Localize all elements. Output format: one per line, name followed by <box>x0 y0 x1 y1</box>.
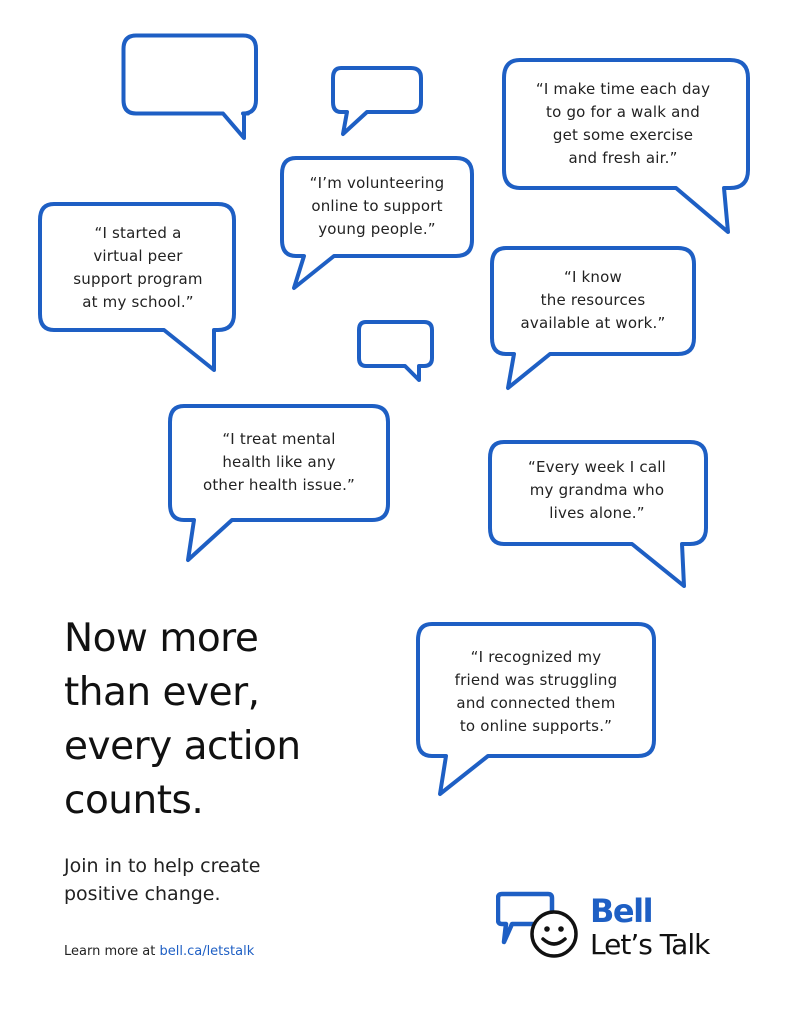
bell-lets-talk-logo <box>496 890 746 970</box>
quote-bubble-mental-health <box>168 404 392 562</box>
quote-bubble-resources <box>490 246 698 392</box>
quote-bubble-volunteer <box>280 156 476 290</box>
quote-peer-support-text: “I started a virtual peer support program at my school.” <box>73 224 203 311</box>
learn-more-prefix: Learn more at <box>64 944 160 959</box>
quote-bubble-walk <box>502 58 752 236</box>
empty-speech-bubble-small-middle <box>357 320 435 382</box>
learn-more-line <box>64 944 254 959</box>
quote-friend-text: “I recognized my friend was struggling and connected them to online supports.” <box>454 648 618 735</box>
subheadline: Join in to help create positive change. <box>64 855 261 905</box>
quote-bubble-friend <box>416 622 658 798</box>
bell-brand-name: Bell <box>590 892 653 930</box>
headline: Now more than ever, every action counts. <box>64 616 301 823</box>
quote-volunteer-text: “I’m volunteering online to support young people.” <box>309 174 445 238</box>
quote-mental-health-text: “I treat mental health like any other health issue.” <box>202 430 356 494</box>
empty-speech-bubble-small-top <box>331 66 423 138</box>
quote-resources-text: “I know the resources available at work.” <box>520 268 666 332</box>
quote-grandma-text: “Every week I call my grandma who lives alone.” <box>528 458 666 522</box>
lets-talk-tagline: Let’s Talk <box>590 928 710 961</box>
learn-more-link[interactable]: bell.ca/letstalk <box>159 944 255 959</box>
quote-bubble-grandma <box>488 440 710 590</box>
quote-bubble-peer-support <box>38 202 238 374</box>
speech-bubble-smiley-icon <box>496 890 586 970</box>
quote-walk-text: “I make time each day to go for a walk and get some exercise and fresh air.” <box>535 80 711 167</box>
empty-speech-bubble-large <box>122 34 258 142</box>
